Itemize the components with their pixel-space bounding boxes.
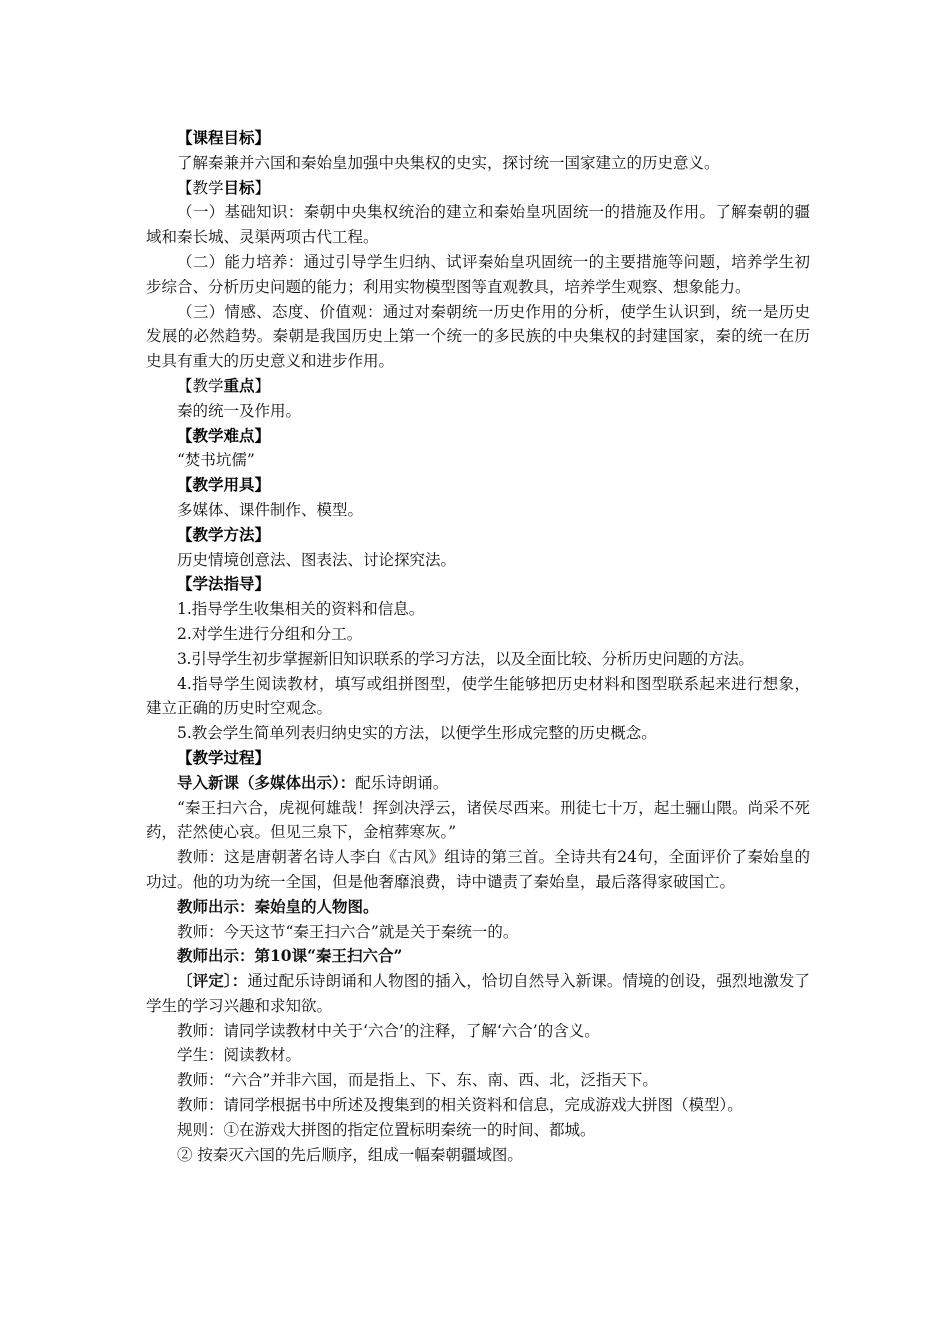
study-item-5: 5.教会学生简单列表归纳史实的方法，以便学生形成完整的历史概念。	[177, 724, 657, 743]
study-guide-heading: 【学法指导】	[177, 574, 271, 594]
process-heading: 【教学过程】	[177, 747, 271, 767]
course-goal-text: 了解秦兼并六国和秦始皇加强中央集权的史实，探讨统一国家建立的历史意义。	[177, 153, 720, 172]
teaching-goal-heading	[146, 176, 810, 201]
key-point-heading-suffix: 】	[254, 376, 271, 395]
comment-text: 通过配乐诗朗诵和人物图的插入，恰切自然导入新课。情境的创设，强烈地激发了学生的学习兴趣和求知欲。	[146, 972, 810, 1015]
key-point-text: 秦的统一及作用。	[177, 401, 302, 420]
study-item-2: 2.对学生进行分组和分工。	[177, 624, 363, 643]
teacher-line-1: 教师：这是唐朝著名诗人李白《古风》组诗的第三首。全诗共有24句，全面评价了秦始皇的功过。他的功为统一全国，但是他奢靡浪费，诗中谴责了秦始皇，最后落得家破国亡。	[146, 848, 810, 891]
tools-text: 多媒体、课件制作、模型。	[177, 500, 364, 519]
teacher-line-5: 教师：请同学根据书中所述及搜集到的相关资料和信息，完成游戏大拼图（模型）。	[177, 1096, 743, 1115]
goal-ability: （二）能力培养：通过引导学生归纳、试评秦始皇巩固统一的主要措施等问题，培养学生初步综合、分析历史问题的能力；利用实物模型图等直观教具，培养学生观察、想象能力。	[146, 252, 810, 296]
key-point-heading-prefix: 【教学	[177, 376, 224, 395]
comment-line	[146, 969, 810, 1019]
intro-label: 导入新课（多媒体出示）：	[177, 772, 356, 792]
intro-text: 配乐诗朗诵。	[355, 773, 449, 792]
key-point-heading-bold: 重点	[223, 375, 255, 395]
teacher-line-3: 教师：请同学读教材中关于‘六合’的注释，了解‘六合’的含义。	[177, 1021, 600, 1040]
document-page	[146, 126, 810, 1167]
teacher-line-4: 教师：“六合”并非六国，而是指上、下、东、南、西、北，泛指天下。	[177, 1071, 658, 1090]
difficulty-text: “焚书坑儒”	[177, 451, 255, 470]
study-item-3: 3.引导学生初步掌握新旧知识联系的学习方法，以及全面比较、分析历史问题的方法。	[177, 649, 754, 668]
method-heading: 【教学方法】	[177, 524, 271, 544]
comment-label: 〔评定〕：	[177, 971, 248, 991]
teacher-line-2: 教师：今天这节“秦王扫六合”就是关于秦统一的。	[177, 922, 519, 941]
rule-line-2: ② 按秦灭六国的先后顺序，组成一幅秦朝疆域图。	[177, 1145, 523, 1164]
difficulty-heading: 【教学难点】	[177, 425, 271, 445]
teacher-show-portrait: 教师出示：秦始皇的人物图。	[177, 896, 379, 916]
teaching-goal-heading-bold: 目标	[223, 177, 255, 197]
study-item-1: 1.指导学生收集相关的资料和信息。	[177, 600, 425, 619]
rule-line-1: 规则：①在游戏大拼图的指定位置标明秦统一的时间、都城。	[177, 1120, 596, 1139]
method-text: 历史情境创意法、图表法、讨论探究法。	[177, 550, 457, 569]
tools-heading: 【教学用具】	[177, 475, 271, 495]
intro-line	[146, 771, 810, 796]
key-point-heading	[146, 374, 810, 399]
teaching-goal-heading-suffix: 】	[254, 178, 271, 197]
teacher-show-lesson: 教师出示：第10课“秦王扫六合”	[177, 946, 403, 966]
course-goal-heading: 【课程目标】	[177, 128, 271, 147]
goal-basic-knowledge: （一）基础知识：秦朝中央集权统治的建立和秦始皇巩固统一的措施及作用。了解秦朝的疆域和秦长城、灵渠两项古代工程。	[146, 203, 810, 247]
poem-text: “秦王扫六合，虎视何雄哉！挥剑决浮云，诸侯尽西来。刑徒七十万，起土骊山隈。尚采不死药，茫然使心哀。但见三泉下，金棺葬寒灰。”	[146, 798, 810, 842]
teaching-goal-heading-prefix: 【教学	[177, 178, 224, 197]
student-line-1: 学生：阅读教材。	[177, 1046, 302, 1065]
study-item-4: 4.指导学生阅读教材，填写或组拼图型，使学生能够把历史材料和图型联系起来进行想象，建立正确的历史时空观念。	[146, 674, 810, 718]
goal-values: （三）情感、态度、价值观：通过对秦朝统一历史作用的分析，使学生认识到，统一是历史发展的必然趋势。秦朝是我国历史上第一个统一的多民族的中央集权的封建国家，秦的统一在历史具有重大的历史意义和进步作用。	[146, 302, 810, 371]
